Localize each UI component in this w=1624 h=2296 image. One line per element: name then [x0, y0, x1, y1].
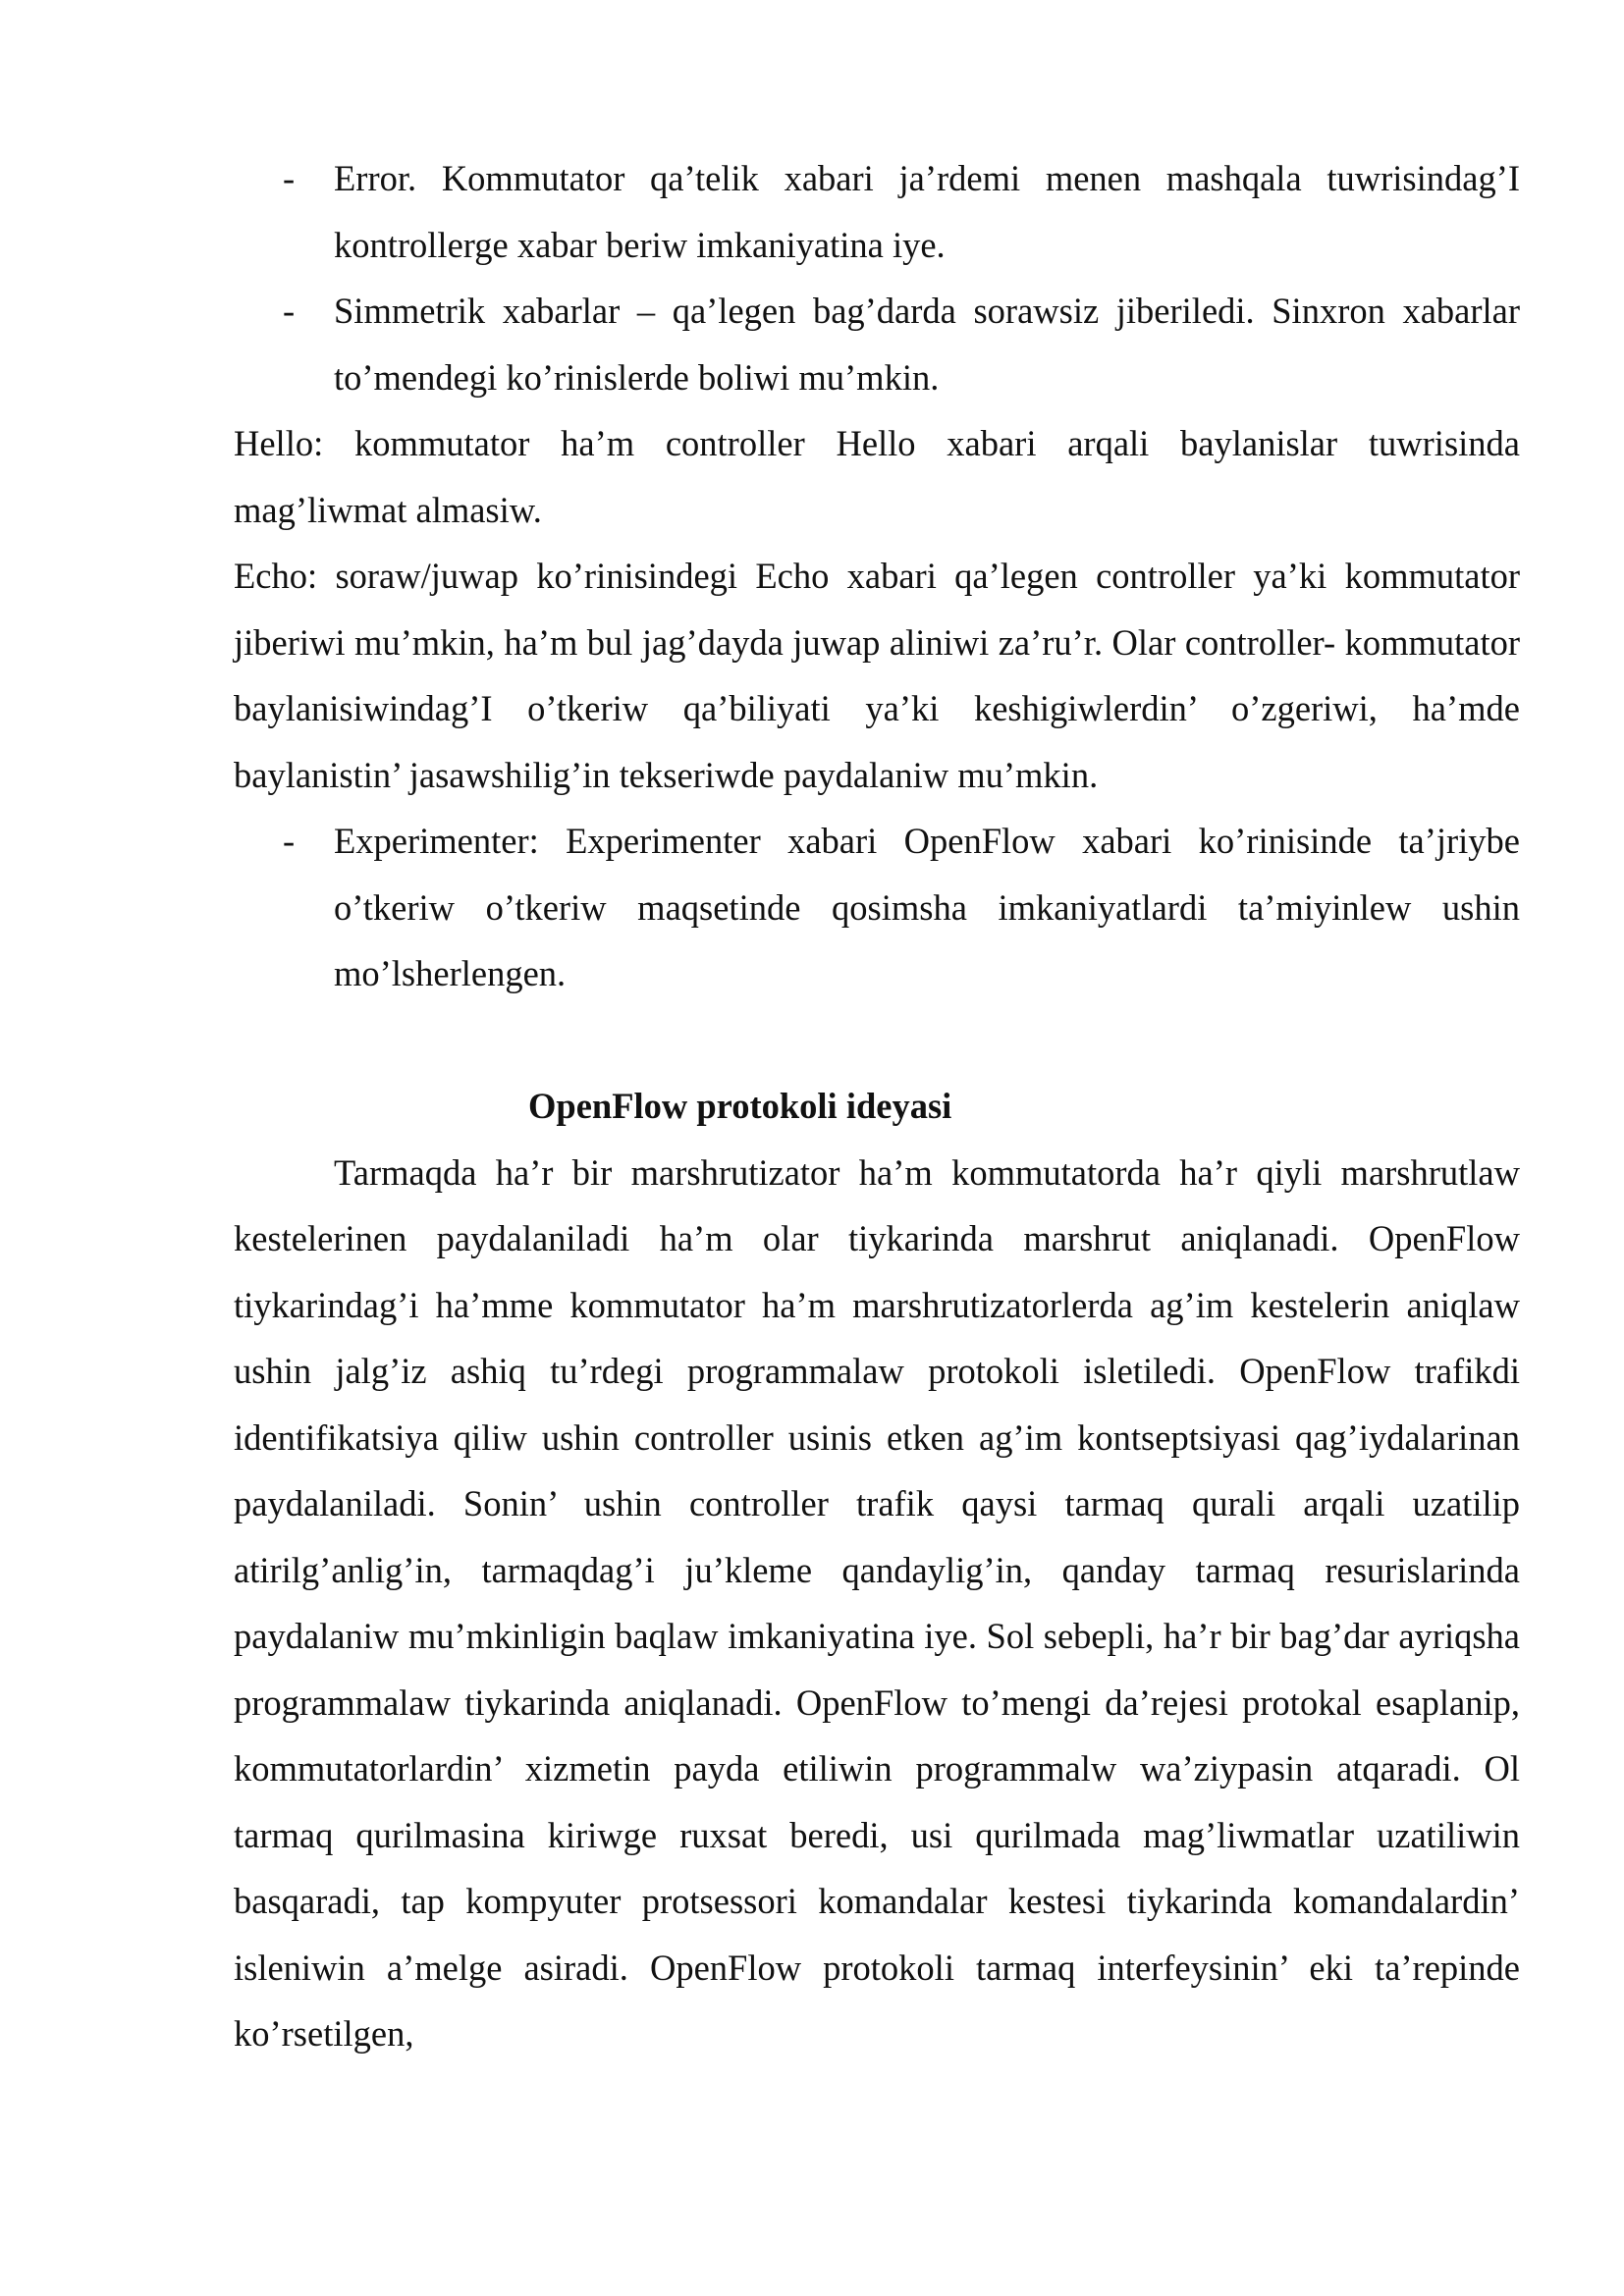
paragraph-main: Tarmaqda ha’r bir marshrutizator ha’m kommutatorda ha’r qiyli marshrutlaw kestelerinen paydalaniladi ha’m olar tiykarinda marshrut aniqlanadi. OpenFlow tiykarindag’i ha’mme kommutator ha’m marshrutizatorlerda ag’im kestelerin aniqlaw ushin jalg’iz ashiq tu’rdegi programmalaw protokoli isletiledi. OpenFlow trafikdi identifikatsiya qiliw ushin controller usinis etken ag’im kontseptsiyasi qag’iydalarinan paydalaniladi. Sonin’ ushin controller trafik qaysi tarmaq qurali arqali uzatilip atirilg’anlig’in, tarmaqdag’i ju’kleme qandaylig’in, qanday tarmaq resurislarinda paydalaniw mu’mkinligin baqlaw imkaniyatina iye. Sol sebepli, ha’r bir bag’dar ayriqsha programmalaw tiykarinda aniqlanadi. OpenFlow to’mengi da’rejesi protokal esaplanip, kommutatorlardin’ xizmetin payda etiliwin programmalw wa’ziypasin atqaradi. Ol tarmaq qurilmasina kiriwge ruxsat beredi, usi qurilmada mag’liwmatlar uzatiliwin basqaradi, tap kompyuter protsessori komandalar kestesi tiykarinda komandalardin’ isleniwin a’melge asiradi. OpenFlow protokoli tarmaq interfeysinin’ eki ta’repinde ko’rsetilgen,: [234, 1151, 1520, 2054]
list-item-error: [234, 145, 1520, 278]
section-spacer: [234, 1007, 1520, 1074]
list-item-experimenter-text: Experimenter: Experimenter xabari OpenFlow xabari ko’rinisinde ta’jriybe o’tkeriw o’tkeriw maqsetinde qosimsha imkaniyatlardi ta’miyinlew ushin mo’lsherlengen.: [334, 821, 1520, 993]
list-dash-marker: -: [283, 821, 296, 861]
list-item-experimenter: [234, 808, 1520, 1007]
list-item-symmetric: [234, 278, 1520, 410]
list-item-error-text: Error. Kommutator qa’telik xabari ja’rdemi menen mashqala tuwrisindag’I kontrollerge xabar beriw imkaniyatina iye.: [334, 158, 1520, 265]
section-heading: OpenFlow protokoli ideyasi: [528, 1086, 952, 1126]
paragraph-hello: Hello: kommutator ha’m controller Hello xabari arqali baylanislar tuwrisinda mag’liwmat almasiw.: [234, 423, 1520, 530]
document-page: [234, 145, 1520, 2067]
list-dash-marker: -: [283, 291, 296, 331]
list-item-symmetric-text: Simmetrik xabarlar – qa’legen bag’darda sorawsiz jiberiledi. Sinxron xabarlar to’mendegi ko’rinislerde boliwi mu’mkin.: [334, 291, 1520, 398]
list-dash-marker: -: [283, 158, 296, 198]
paragraph-echo: Echo: soraw/juwap ko’rinisindegi Echo xabari qa’legen controller ya’ki kommutator jiberiwi mu’mkin, ha’m bul jag’dayda juwap aliniwi za’ru’r. Olar controller- kommutator baylanisiwindag’I o’tkeriw qa’biliyati ya’ki keshigiwlerdin’ o’zgeriwi, ha’mde baylanistin’ jasawshilig’in tekseriwde paydalaniw mu’mkin.: [234, 556, 1520, 795]
